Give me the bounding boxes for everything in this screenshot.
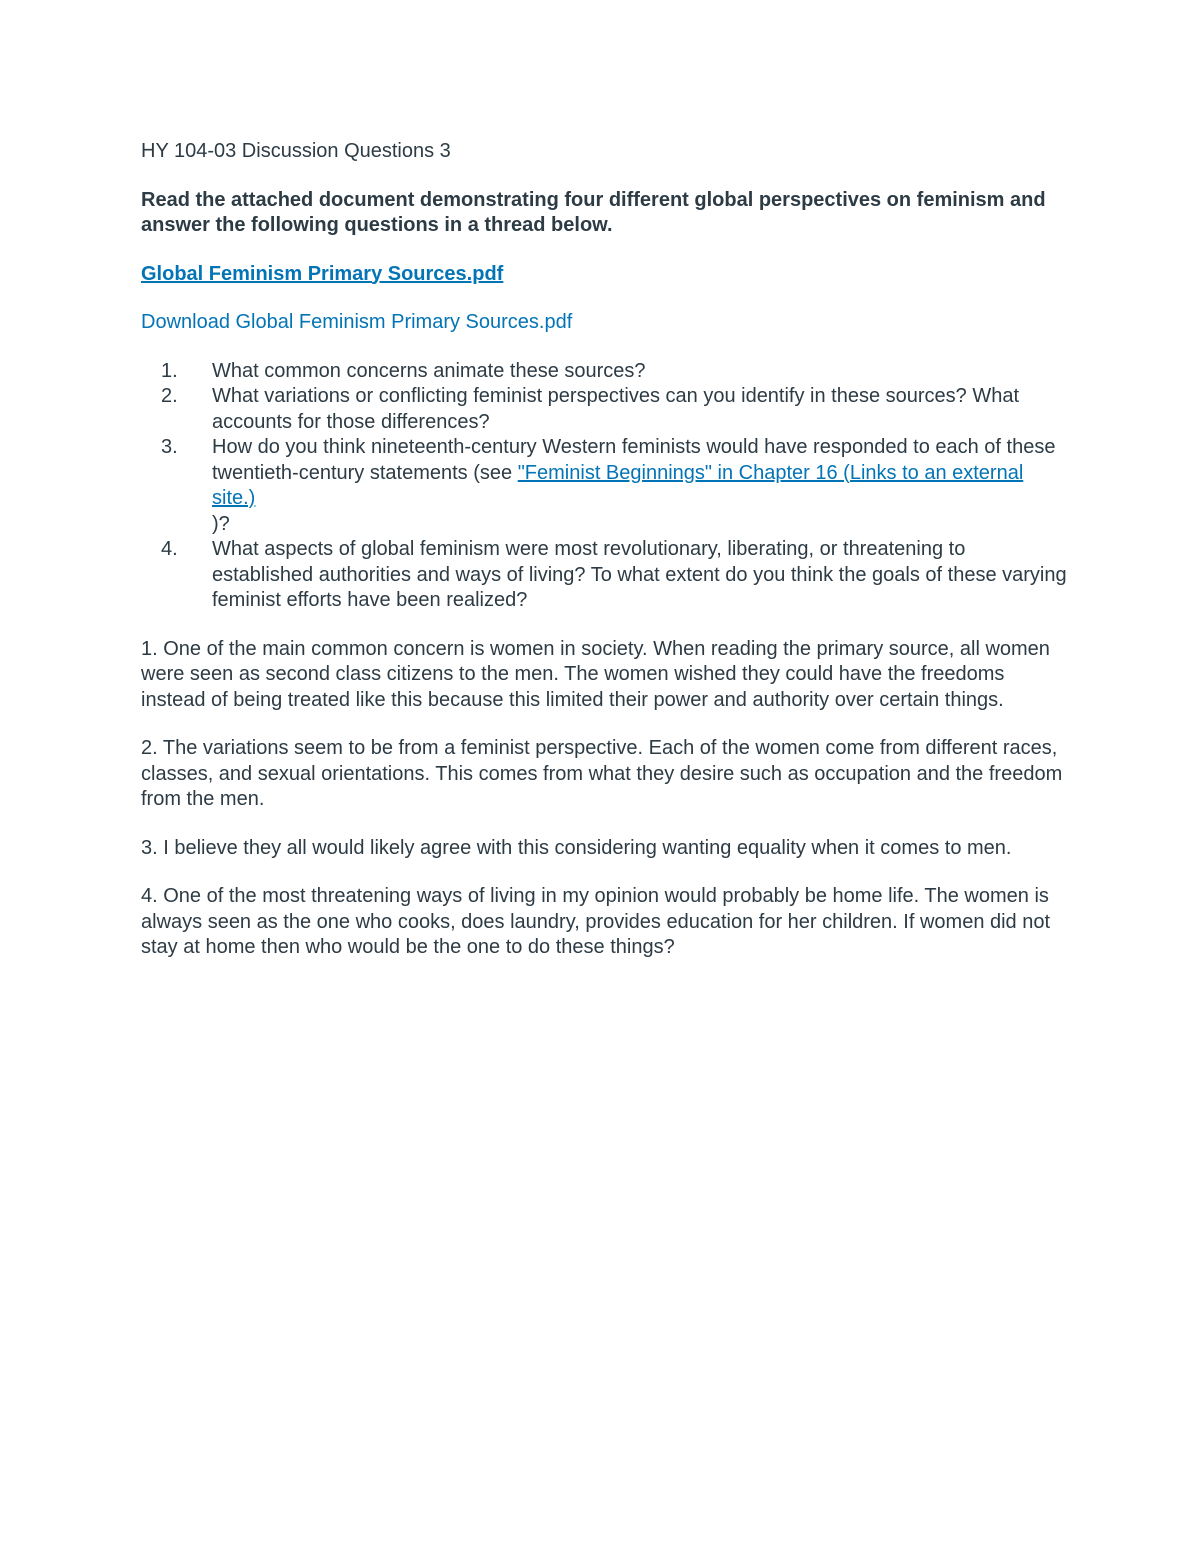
question-item [141, 384, 1071, 435]
question-text: What aspects of global feminism were most revolutionary, liberating, or threatening to established authorities and ways of living? To what extent do you think the goals of these varying feminist efforts have been realized? [212, 538, 1067, 611]
document-page [141, 139, 1071, 961]
question-text-end: )? [212, 512, 230, 535]
page-title: HY 104-03 Discussion Questions 3 [141, 140, 451, 162]
primary-sources-link[interactable]: Global Feminism Primary Sources.pdf [141, 262, 504, 285]
question-item [141, 537, 1071, 614]
download-primary-sources-link[interactable]: Download Global Feminism Primary Sources.pdf [141, 311, 573, 333]
answer-paragraph: 1. One of the main common concern is women in society. When reading the primary source, all women were seen as second class citizens to the men. The women wished they could have the freedoms instead of being treated like this because this limited their power and authority over certain things. [141, 637, 1050, 711]
instructions-text: Read the attached document demonstrating four different global perspectives on feminism and answer the following questions in a thread below. [141, 188, 1046, 236]
feminist-beginnings-link[interactable]: "Feminist Beginnings" in Chapter 16 (Links to an external site.) [212, 461, 1024, 509]
question-item [141, 435, 1071, 537]
answer-paragraph: 3. I believe they all would likely agree with this considering wanting equality when it comes to men. [141, 836, 1012, 859]
answer-paragraph: 4. One of the most threatening ways of living in my opinion would probably be home life. The women is always seen as the one who cooks, does laundry, provides education for her children. If women did not stay at home then who would be the one to do these things? [141, 885, 1051, 958]
question-number: 4. [161, 538, 178, 560]
question-item [141, 359, 1071, 385]
question-text: How do you think nineteenth-century Western feminists would have responded to each of these twentieth-century statements (see [212, 436, 1056, 484]
question-number: 3. [161, 436, 178, 458]
question-number: 2. [161, 385, 178, 407]
answer-paragraph: 2. The variations seem to be from a feminist perspective. Each of the women come from different races, classes, and sexual orientations. This comes from what they desire such as occupation and the freedom from the men. [141, 737, 1063, 810]
question-text: What common concerns animate these sources? [212, 359, 646, 382]
question-text: What variations or conflicting feminist perspectives can you identify in these sources? What accounts for those differences? [212, 385, 1020, 433]
question-number: 1. [161, 359, 178, 382]
question-list [141, 359, 1071, 614]
